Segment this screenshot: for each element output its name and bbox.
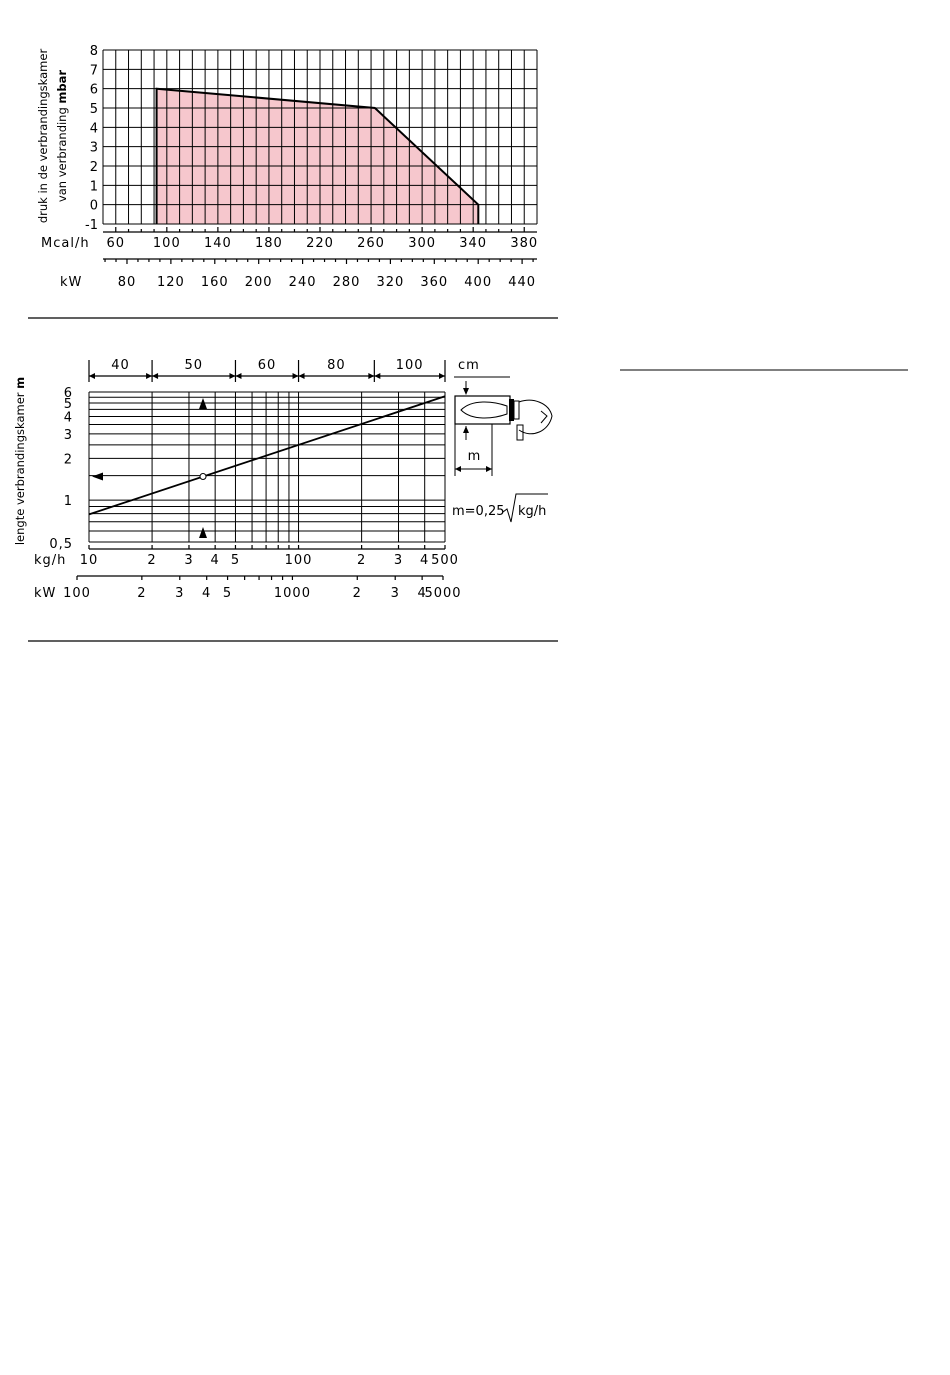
combustion-chamber-schematic — [454, 377, 552, 476]
kgh-tick-label: 4 — [210, 553, 220, 568]
pressure-x-primary-unit: Mcal/h — [41, 236, 90, 251]
kw-log-tick-label: 100 — [63, 586, 91, 601]
burner-housing — [519, 400, 552, 434]
mcal-tick-label: 260 — [357, 236, 385, 251]
diameter-band-label: 50 — [184, 358, 204, 373]
diameter-band-arrow-right — [293, 373, 299, 379]
chamber-length-y-tick-labels — [49, 386, 73, 552]
length-y-tick: 1 — [63, 494, 73, 510]
kw-log-tick-label: 2 — [137, 586, 147, 601]
chamber-length-x-axes — [63, 545, 461, 601]
burner-motor — [517, 425, 523, 440]
mcal-tick-label: 100 — [152, 236, 181, 251]
schematic-length-label: m — [467, 449, 481, 464]
diameter-band-arrow-left — [89, 373, 95, 379]
kw-tick-label: 240 — [288, 275, 317, 290]
flame-shape — [461, 402, 507, 418]
kgh-tick-label: 4 — [420, 553, 430, 568]
mcal-tick-label: 300 — [408, 236, 437, 251]
length-y-tick: 5 — [63, 397, 73, 413]
diameter-band-arrow-left — [299, 373, 305, 379]
kgh-tick-label: 2 — [356, 553, 367, 568]
chamber-length-x-primary-unit: kg/h — [34, 553, 67, 568]
mcal-tick-label: 60 — [106, 236, 126, 251]
diameter-bands — [89, 358, 445, 382]
diameter-band-arrow-left — [374, 373, 380, 379]
diameter-unit-label: cm — [458, 358, 480, 373]
diameter-band-label: 60 — [257, 358, 277, 373]
burner-head — [509, 399, 514, 421]
length-y-tick: 6 — [63, 386, 73, 401]
pressure-y-tick: 7 — [89, 63, 98, 79]
diameter-band-label: 100 — [395, 358, 424, 373]
diameter-band-arrow-right — [439, 373, 445, 379]
kw-log-tick-label: 3 — [390, 586, 400, 601]
length-y-tick: 4 — [63, 410, 73, 426]
chamber-length-x-secondary-unit: kW — [34, 586, 57, 601]
pressure-y-tick: 3 — [89, 140, 98, 156]
diameter-band-arrow-right — [146, 373, 152, 379]
kgh-tick-label: 500 — [431, 553, 459, 568]
example-point-marker — [200, 473, 206, 479]
kw-tick-label: 320 — [376, 275, 405, 290]
pressure-y-tick: 2 — [89, 160, 98, 175]
schematic-length-arrow-right — [486, 466, 492, 472]
kw-tick-label: 80 — [117, 275, 137, 290]
diameter-band-arrow-left — [152, 373, 158, 379]
diameter-band-arrow-right — [368, 373, 374, 379]
chamber-length-line — [89, 396, 445, 514]
kw-tick-label: 360 — [420, 275, 449, 290]
kw-tick-label: 280 — [332, 275, 361, 290]
mcal-tick-label: 220 — [306, 236, 334, 251]
pressure-y-axis-label-line2 — [55, 70, 69, 202]
diameter-band-label: 40 — [111, 358, 130, 373]
kw-log-tick-label: 4 — [202, 586, 212, 601]
burner-plate — [514, 401, 519, 419]
kw-log-tick-label: 3 — [175, 586, 185, 601]
diameter-band-arrow-left — [235, 373, 241, 379]
length-y-tick: 2 — [63, 452, 73, 468]
kw-tick-label: 160 — [200, 275, 229, 290]
pressure-y-tick: 4 — [89, 121, 98, 137]
pressure-y-axis-label-text: van verbranding — [55, 107, 69, 203]
pressure-y-tick: 8 — [89, 44, 98, 59]
kgh-tick-label: 2 — [147, 553, 157, 568]
formula-text: m=0,25 — [452, 504, 505, 519]
chamber-length-y-axis-label — [13, 377, 27, 545]
diameter-band-arrow-right — [229, 373, 235, 379]
pressure-y-tick: 0 — [89, 198, 98, 214]
mcal-tick-label: 180 — [255, 236, 283, 251]
kw-log-tick-label: 5000 — [424, 586, 462, 601]
kgh-tick-label: 100 — [284, 553, 313, 568]
pressure-x-axes — [103, 227, 538, 290]
chamber-length-y-axis-unit: m — [13, 376, 27, 389]
kw-log-tick-label: 5 — [222, 586, 233, 601]
pressure-y-tick: 6 — [89, 82, 98, 98]
schematic-length-arrow-left — [455, 466, 461, 472]
pressure-y-tick-labels — [85, 44, 98, 233]
pressure-y-axis-unit: mbar — [55, 69, 69, 104]
pressure-y-tick: 5 — [89, 102, 98, 117]
kw-tick-label: 120 — [156, 275, 185, 290]
chamber-length-line-layer — [89, 396, 445, 538]
kgh-tick-label: 10 — [79, 553, 99, 568]
formula-radicand: kg/h — [518, 504, 547, 519]
kgh-tick-label: 5 — [230, 553, 241, 568]
mcal-tick-label: 340 — [459, 236, 488, 251]
kgh-tick-label: 3 — [184, 553, 194, 568]
schematic-arrowhead-top — [463, 388, 469, 395]
kw-tick-label: 200 — [244, 275, 273, 290]
length-y-tick: 0,5 — [49, 537, 73, 552]
chamber-length-y-axis-label-text: lengte verbrandingskamer — [13, 392, 27, 546]
length-y-tick: 3 — [63, 427, 73, 443]
mcal-tick-label: 140 — [203, 236, 232, 251]
kw-log-tick-label: 4 — [417, 586, 427, 601]
example-up-arrow-bottom — [199, 527, 207, 538]
pressure-x-secondary-unit: kW — [60, 275, 83, 290]
example-left-arrow — [92, 472, 103, 480]
kw-log-tick-label: 1000 — [273, 586, 311, 601]
pressure-chart — [36, 44, 538, 290]
kw-tick-label: 400 — [464, 275, 493, 290]
kw-tick-label: 440 — [508, 275, 537, 290]
kw-log-tick-label: 2 — [352, 586, 362, 601]
combustion-chamber-box — [455, 396, 510, 424]
diameter-band-label: 80 — [327, 358, 346, 373]
kgh-tick-label: 3 — [393, 553, 404, 568]
pressure-y-axis-label-line1: druk in de verbrandingskamer — [36, 48, 50, 224]
burner-housing-detail — [541, 411, 547, 423]
mcal-tick-label: 380 — [510, 236, 539, 251]
chamber-length-chart — [13, 358, 552, 601]
pressure-y-tick: -1 — [85, 218, 98, 233]
schematic-arrowhead-bottom — [463, 426, 469, 433]
pressure-y-tick: 1 — [89, 179, 98, 195]
